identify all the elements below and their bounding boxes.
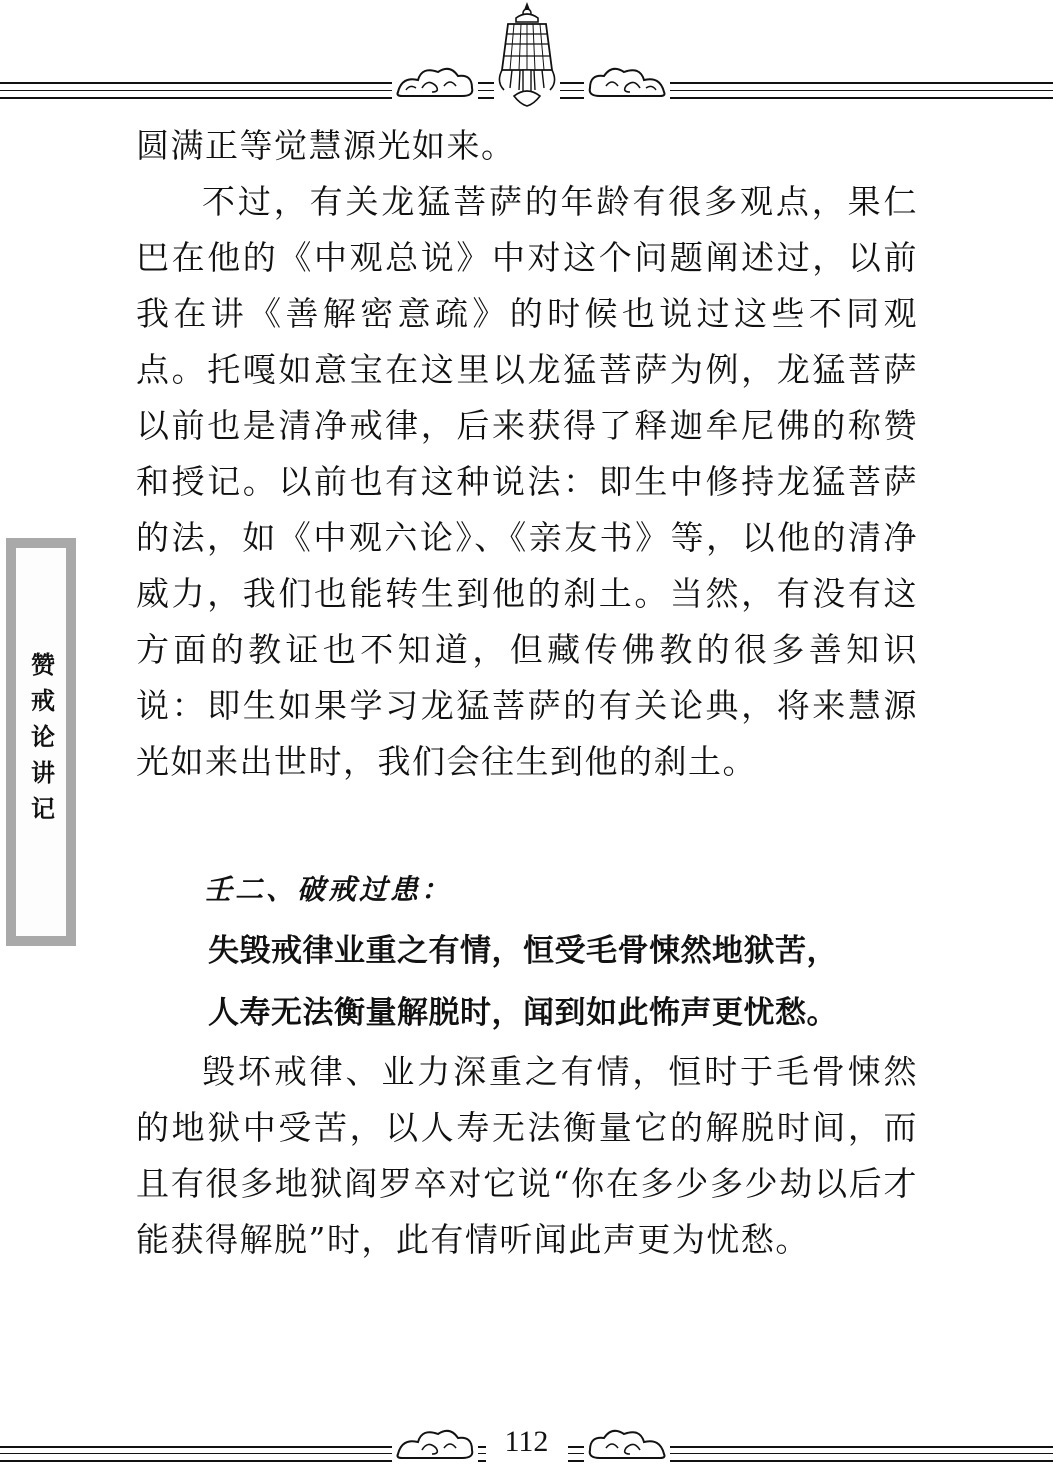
paragraph-continuation: 圆满正等觉慧源光如来。 (136, 126, 516, 165)
side-tab-inner (16, 548, 66, 936)
paragraph-commentary: 毁坏戒律、业力深重之有情，恒时于毛骨悚然的地狱中受苦，以人寿无法衡量它的解脱时间，而且有很多地狱阎罗卒对它说“你在多少多少劫以后才能获得解脱”时，此有情听闻此声更为忧愁。 (136, 1052, 918, 1259)
section-heading: 壬二、破戒过患： (204, 873, 453, 906)
paragraph-nagarjuna: 不过，有关龙猛菩萨的年龄有很多观点，果仁巴在他的《中观总说》中对这个问题阐述过，以前我在讲《善解密意疏》的时候也说过这些不同观点。托嘎如意宝在这里以龙猛菩萨为例，龙猛菩萨以前也是清净戒律，后来获得了释迦牟尼佛的称赞和授记。以前也有这种说法：即生中修持龙猛菩萨的法，如《中观六论》、《亲友书》等，以他的清净威力，我们也能转生到他的刹土。当然，有没有这方面的教证也不知道，但藏传佛教的很多善知识说：即生如果学习龙猛菩萨的有关论典，将来慧源光如来出世时，我们会往生到他的刹土。 (136, 182, 918, 781)
verse-line-2: 人寿无法衡量解脱时，闻到如此怖声更忧愁。 (208, 995, 838, 1031)
page-header (0, 0, 1053, 112)
page-number: 112 (504, 1425, 549, 1458)
page-body (136, 118, 918, 1268)
cloud-ornament-left-icon (392, 62, 478, 102)
side-tab (6, 538, 76, 946)
side-tab-title: 赞戒论讲记 (26, 652, 56, 832)
verse-line-1: 失毁戒律业重之有情，恒受毛骨悚然地狱苦， (208, 933, 838, 969)
victory-banner-icon (494, 0, 560, 110)
section-spacer (136, 790, 918, 866)
cloud-ornament-right-icon (584, 62, 670, 102)
